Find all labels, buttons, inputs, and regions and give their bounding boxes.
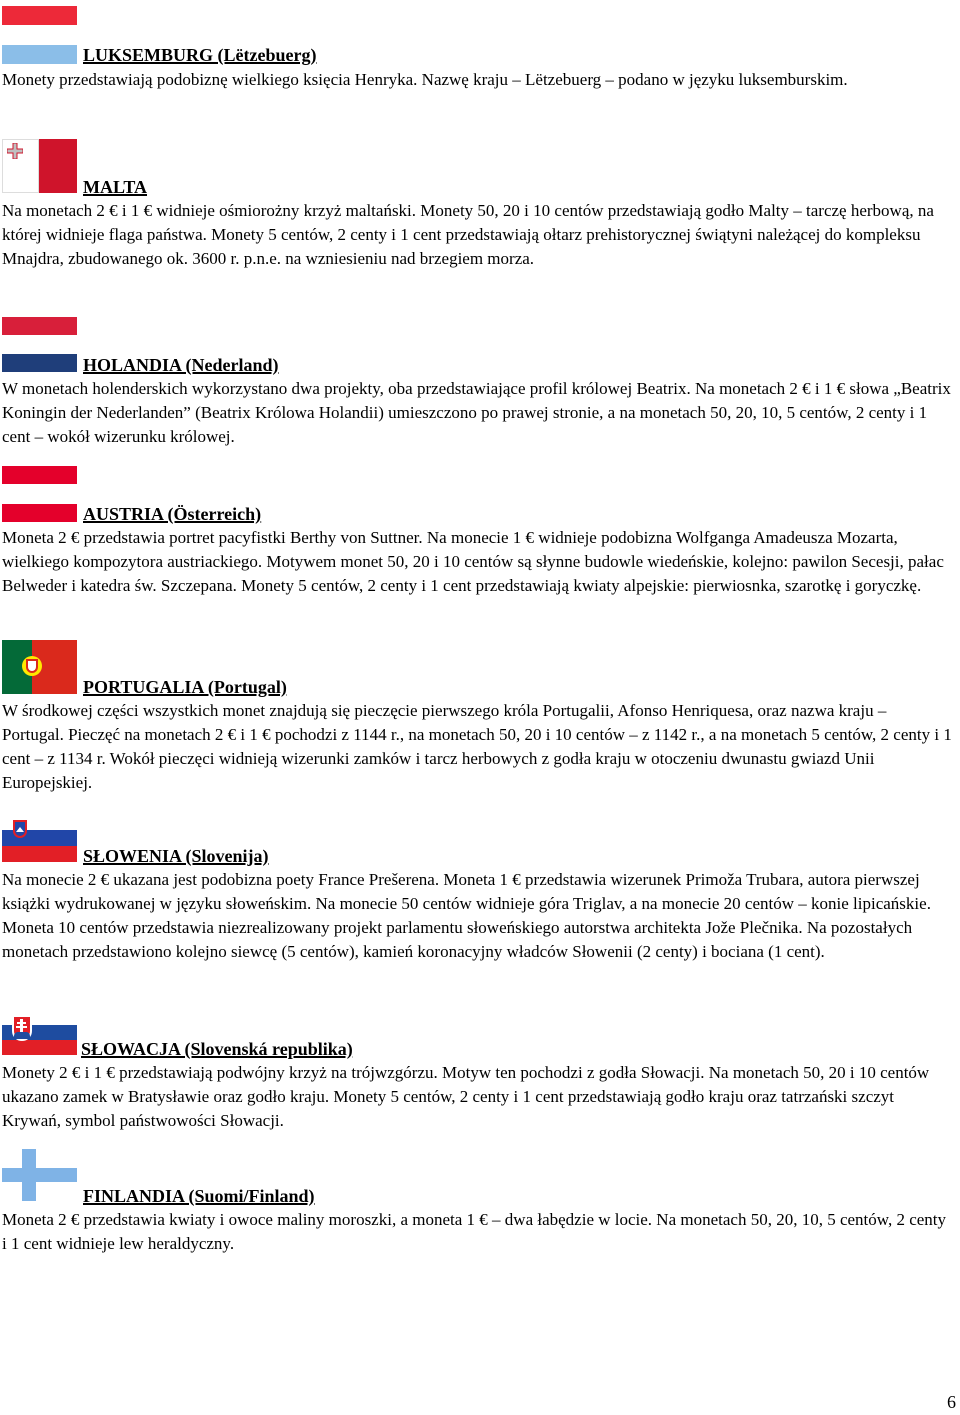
section-text: Monety przedstawiają podobiznę wielkiego księcia Henryka. Nazwę kraju – Lëtzebuerg – podano w języku luksemburskim.: [2, 70, 848, 89]
luxembourg-flag-icon: [2, 6, 77, 64]
malta-flag-icon: [2, 139, 77, 193]
section-title: MALTA: [83, 177, 148, 197]
slovakia-flag-icon: [2, 1010, 77, 1055]
section-text: Na monetach 2 € i 1 € widnieje ośmiorożny krzyż maltański. Monety 50, 20 i 10 centów przedstawiają godło Malty – tarczę herbową, na której widnieje flaga państwa. Monety 5 centów, 2 centy i 1 cent przedstawiają ołtarz prehistorycznej świątyni należącej do kompleksu Mnajdra, zbudowanego ok. 3600 r. p.n.e. na wzniesieniu nad brzegiem morza.: [2, 201, 934, 268]
page-number: 6: [947, 1392, 956, 1412]
section-text: Moneta 2 € przedstawia kwiaty i owoce maliny moroszki, a moneta 1 € – dwa łabędzie w locie. Na monetach 50, 20, 10, 5 centów, 2 centy i 1 cent widnieje lew heraldyczny.: [2, 1210, 947, 1253]
netherlands-flag-icon: [2, 317, 77, 372]
section-title: FINLANDIA (Suomi/Finland): [83, 1186, 315, 1206]
finland-flag-icon: [2, 1149, 77, 1201]
section-title: AUSTRIA (Österreich): [83, 504, 262, 524]
section-title: SŁOWACJA (Slovenská republika): [81, 1039, 353, 1059]
section-title: LUKSEMBURG (Lëtzebuerg): [83, 45, 317, 65]
section-title: HOLANDIA (Nederland): [83, 355, 279, 375]
section-title: SŁOWENIA (Slovenija): [83, 846, 269, 866]
slovenia-flag-icon: [2, 814, 77, 862]
section-text: Na monecie 2 € ukazana jest podobizna poety France Prešerena. Moneta 1 € przedstawia wizerunek Primoža Trubara, autora pierwszej książki wydrukowanej w języku słoweńskim. Na monecie 50 centów widnieje góra Triglav, a na monecie 20 centów – konie lipicańskie. Moneta 10 centów przedstawia niezrealizowany projekt parlamentu słoweńskiego autorstwa architekta Jože Plečnika. Na pozostałych monetach przedstawiono kolejno siewcę (5 centów), kamień koronacyjny władców Słowenii (2 centy) i bociana (1 cent).: [2, 870, 931, 961]
section-text: Moneta 2 € przedstawia portret pacyfistki Berthy von Suttner. Na monecie 1 € widnieje podobizna Wolfganga Amadeusza Mozarta, wielkiego kompozytora austriackiego. Motywem monet 50, 20 i 10 centów są słynne budowle wiedeńskie, kolejno: pawilon Secesji, pałac Belweder i katedra św. Szczepana. Monety 5 centów, 2 centy i 1 cent przedstawiają kwiaty alpejskie: pierwiosnka, szarotkę i goryczkę.: [2, 528, 944, 595]
portugal-flag-icon: [2, 640, 77, 694]
section-title: PORTUGALIA (Portugal): [83, 677, 287, 697]
austria-flag-icon: [2, 466, 77, 522]
section-text: Monety 2 € i 1 € przedstawiają podwójny krzyż na trójwzgórzu. Motyw ten pochodzi z godła Słowacji. Na monetach 50, 20 i 10 centów ukazano zamek w Bratysławie oraz godło kraju. Monety 5 centów, 2 centy i 1 cent przedstawiają godło kraju oraz tatrzański szczyt Krywań, symbol państwowości Słowacji.: [2, 1063, 930, 1130]
section-text: W środkowej części wszystkich monet znajdują się pieczęcie pierwszego króla Portugalii, Afonso Henriquesa, oraz nazwa kraju – Portugal. Pieczęć na monetach 2 € i 1 € pochodzi z 1144 r., na monetach 50, 20 i 10 centów – z 1142 r., a na monetach 5 centów, 2 centy i 1 cent – z 1134 r. Wokół pieczęci widnieją wizerunki zamków i tarcz herbowych z godła kraju w otoczeniu dwunastu gwiazd Unii Europejskiej.: [2, 701, 952, 792]
section-text: W monetach holenderskich wykorzystano dwa projekty, oba przedstawiające profil królowej Beatrix. Na monetach 2 € i 1 € słowa „Beatrix Koningin der Nederlanden” (Beatrix Królowa Holandii) umieszczono po prawej stronie, a na monetach 50, 20, 10, 5 centów, 2 centy i 1 cent – wokół wizerunku królowej.: [2, 379, 951, 446]
